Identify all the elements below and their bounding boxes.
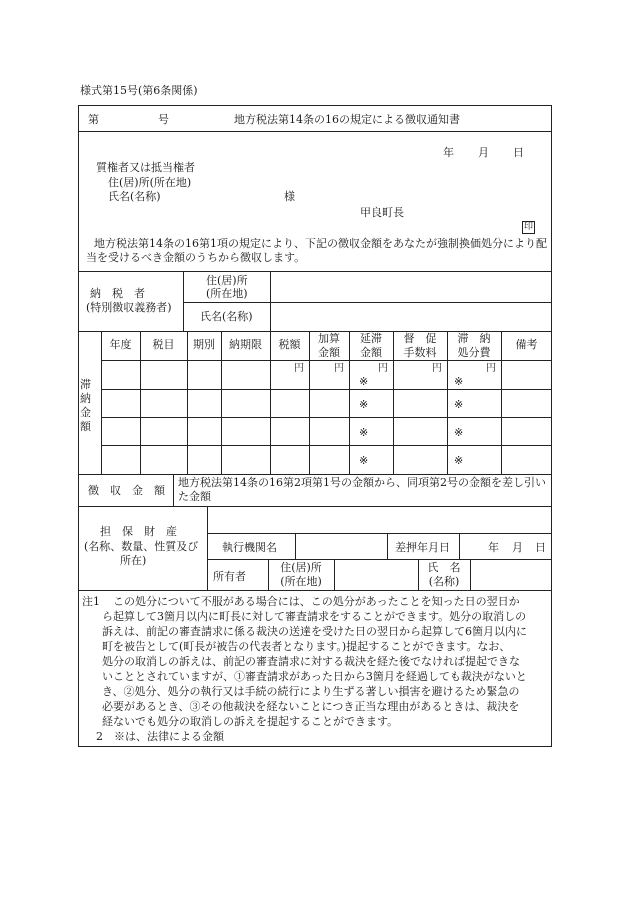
note-2: 2 ※は、法律による金額: [96, 730, 224, 743]
col-header-due-date: 納期限: [229, 338, 262, 351]
statutory-mark: ※: [359, 454, 369, 467]
statutory-mark: ※: [454, 375, 464, 388]
date-month: 月: [478, 146, 489, 159]
unit-yen: 円: [294, 363, 304, 374]
owner-label: 所有者: [213, 570, 246, 583]
taxpayer-name-label: 氏名(名称): [200, 310, 253, 323]
seal-mark: 印: [523, 222, 533, 232]
col-header-period: 期別: [193, 338, 215, 351]
unit-yen: 円: [334, 363, 344, 374]
col-header-remarks: 備考: [515, 338, 538, 351]
col-header-tax-item: 税目: [152, 338, 175, 351]
owner-name-label: 氏 名: [427, 561, 461, 574]
seizure-year: 年: [488, 541, 499, 554]
owner-address-label: 住(居)所: [280, 561, 322, 574]
col-header-year: 年度: [109, 338, 132, 351]
unit-yen: 円: [378, 363, 388, 374]
note-1-line: いこととされていますが、①審査請求があった日から3箇月を経過しても裁決がないと: [102, 670, 527, 683]
number-prefix: 第: [88, 113, 99, 126]
note-1-line-1: この処分について不服がある場合には、この処分があったことを知った日の翌日か: [113, 595, 520, 608]
taxpayer-sublabel: (特別徴収義務者): [86, 301, 172, 314]
unit-yen: 円: [432, 363, 442, 374]
issuer-name: 甲良町長: [360, 206, 404, 219]
number-suffix: 号: [158, 113, 169, 126]
note-1-line: 必要があるとき、③その他裁決を経ないことにつき正当な理由があるときは、裁決を: [102, 700, 520, 713]
note-1-line: 処分の取消しの訴えは、前記の審査請求に対する裁決を経た後でなければ提起できな: [102, 655, 520, 668]
seizure-month: 月: [512, 541, 523, 554]
addressee-honorific: 様: [284, 190, 295, 203]
col-header-reminder-1: 督 促: [403, 332, 437, 345]
col-header-additional-2: 金額: [318, 346, 340, 359]
col-header-additional-1: 加算: [318, 332, 340, 345]
seizure-date-label: 差押年月日: [395, 541, 450, 554]
note-1-line: き、②処分、処分の執行又は手続の続行により生ずる著しい損害を避けるため緊急の: [102, 685, 520, 698]
statutory-mark: ※: [359, 426, 369, 439]
form-label: 様式第15号(第6条関係): [80, 84, 198, 97]
col-header-delinquency-2: 金額: [360, 346, 382, 359]
note-1-line: 町を被告として(町長が被告の代表者となります。)提起することができます。なお、: [102, 640, 511, 653]
note-1-label: 注1: [82, 595, 100, 608]
statutory-mark: ※: [359, 398, 369, 411]
col-header-tax-amount: 税額: [278, 338, 301, 351]
col-header-reminder-2: 手数料: [403, 346, 437, 359]
addressee-role: 質権者又は抵当権者: [96, 161, 195, 174]
collateral-sublabel-1: (名称、数量、性質及び: [84, 540, 199, 553]
notice-title: 地方税法第14条の16の規定による徴収通知書: [234, 113, 460, 126]
collateral-sublabel-2: 所在): [120, 554, 147, 567]
date-year: 年: [443, 146, 454, 159]
collection-label: 徴 収 金 額: [88, 484, 165, 497]
owner-address-sub: (所在地): [280, 575, 322, 588]
intro-text: 地方税法第14条の16第1項の規定により、下記の徴収金額をあなたが強制換価処分により配当を受けるべき金額のうちから徴収します。: [86, 237, 547, 264]
collection-text: 地方税法第14条の16第2項第1号の金額から、同項第2号の金額を差し引いた金額: [178, 476, 546, 503]
taxpayer-address-sub: (所在地): [206, 287, 248, 300]
enforcement-agency-label: 執行機関名: [222, 541, 277, 554]
statutory-mark: ※: [454, 426, 464, 439]
taxpayer-address-label: 住(居)所: [206, 274, 248, 287]
note-1-line: 経ないでも処分の取消しの訴えを提起することができます。: [102, 715, 399, 728]
note-1-line: 訴えは、前記の審査請求に係る裁決の送達を受けた日の翌日から起算して6箇月以内に: [102, 625, 527, 638]
statutory-mark: ※: [454, 454, 464, 467]
statutory-mark: ※: [359, 375, 369, 388]
collateral-label: 担 保 財 産: [100, 525, 177, 538]
note-1-line: ら起算して3箇月以内に町長に対して審査請求をすることができます。処分の取消しの: [102, 610, 527, 623]
col-header-delinquency-1: 延滞: [360, 332, 382, 345]
owner-name-sub: (名称): [428, 575, 460, 588]
addressee-address-label: 住(居)所(所在地): [108, 176, 192, 189]
seizure-day: 日: [535, 541, 546, 554]
col-header-disposition-1: 滞 納: [457, 332, 491, 345]
taxpayer-label: 納 税 者: [90, 287, 145, 300]
arrears-side-label: 滞納金額: [80, 378, 91, 433]
addressee-name-label: 氏名(名称): [108, 190, 161, 203]
statutory-mark: ※: [454, 398, 464, 411]
date-day: 日: [513, 146, 524, 159]
col-header-disposition-2: 処分費: [457, 346, 491, 359]
unit-yen: 円: [486, 363, 496, 374]
